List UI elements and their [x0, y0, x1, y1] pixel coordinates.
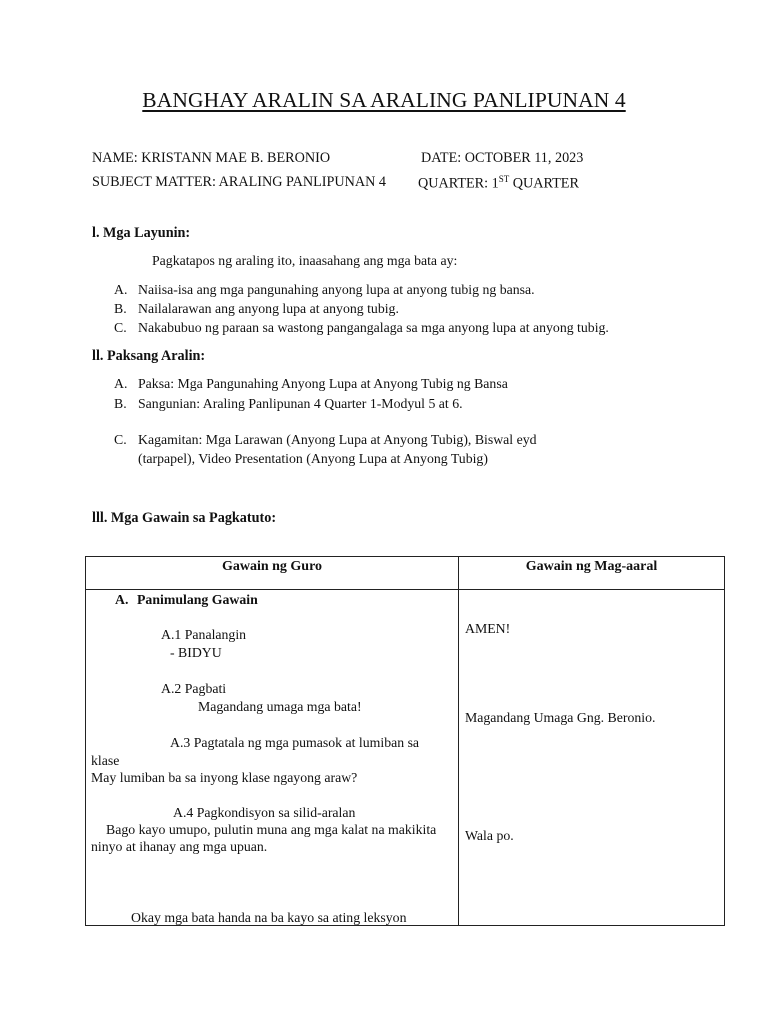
paksang-item-continuation: (tarpapel), Video Presentation (Anyong Lupa at Anyong Tubig) [138, 451, 488, 466]
layunin-item [114, 282, 535, 298]
column-header-magaaral: Gawain ng Mag-aaral [459, 557, 725, 590]
response-amen: AMEN! [465, 621, 511, 636]
section-layunin-heading: l. Mga Layunin: [92, 225, 191, 241]
quarter-field [418, 174, 579, 193]
step-pagtatala-cont: klase [91, 753, 120, 768]
item-letter: B. [114, 301, 127, 316]
item-letter: C. [114, 320, 127, 335]
paksang-item [114, 396, 463, 412]
response-pagbati: Magandang Umaga Gng. Beronio. [465, 710, 656, 725]
layunin-intro: Pagkatapos ng araling ito, inaasahang ang mga bata ay: [152, 253, 458, 268]
quarter-suffix: QUARTER [509, 175, 579, 192]
part-title: Panimulang Gawain [137, 592, 258, 607]
column-header-guro: Gawain ng Guro [86, 557, 459, 590]
step-pagkondisyon: A.4 Pagkondisyon sa silid-aralan [173, 805, 356, 820]
name-field: NAME: KRISTANN MAE B. BERONIO [92, 150, 331, 166]
item-text: Nakabubuo ng paraan sa wastong pangangalaga sa mga anyong lupa at anyong tubig. [138, 320, 609, 335]
item-letter: B. [114, 396, 127, 411]
subject-field: SUBJECT MATTER: ARALING PANLIPUNAN 4 [92, 174, 387, 190]
closing-line: Okay mga bata handa na ba kayo sa ating leksyon [131, 910, 407, 925]
step-pagkondisyon-line2: ninyo at ihanay ang mga upuan. [91, 839, 268, 854]
part-letter: A. [115, 592, 129, 607]
response-wala: Wala po. [465, 828, 514, 843]
table-header-row [86, 557, 725, 590]
magaaral-cell [459, 590, 725, 926]
part-heading [115, 592, 258, 608]
quarter-prefix: QUARTER: 1 [418, 175, 499, 192]
paksang-item [114, 376, 508, 392]
activities-table [85, 556, 725, 926]
document-title: BANGHAY ARALIN SA ARALING PANLIPUNAN 4 [142, 88, 626, 112]
item-text: Paksa: Mga Pangunahing Anyong Lupa at Anyong Tubig ng Bansa [138, 376, 508, 391]
paksang-item [114, 432, 537, 448]
item-letter: A. [114, 376, 128, 391]
step-pagbati: A.2 Pagbati [161, 681, 227, 696]
step-pagtatala-question: May lumiban ba sa inyong klase ngayong araw? [91, 770, 358, 785]
table-row [86, 590, 725, 926]
item-text: Kagamitan: Mga Larawan (Anyong Lupa at Anyong Tubig), Biswal eyd [138, 432, 537, 447]
item-text: Naiisa-isa ang mga pangunahing anyong lupa at anyong tubig ng bansa. [138, 282, 535, 297]
item-letter: A. [114, 282, 128, 297]
layunin-item [114, 301, 399, 317]
step-pagbati-line: Magandang umaga mga bata! [198, 699, 362, 714]
item-text: Nailalarawan ang anyong lupa at anyong tubig. [138, 301, 399, 316]
quarter-superscript: ST [498, 174, 510, 184]
item-letter: C. [114, 432, 127, 447]
date-field: DATE: OCTOBER 11, 2023 [421, 150, 584, 166]
section-paksang-heading: ll. Paksang Aralin: [92, 348, 206, 364]
item-text: Sangunian: Araling Panlipunan 4 Quarter 1-Modyul 5 at 6. [138, 396, 463, 411]
step-pagtatala: A.3 Pagtatala ng mga pumasok at lumiban sa [170, 735, 420, 750]
guro-cell [86, 590, 459, 926]
step-pagkondisyon-line1: Bago kayo umupo, pulutin muna ang mga kalat na makikita [106, 822, 437, 837]
section-gawain-heading: lll. Mga Gawain sa Pagkatuto: [92, 510, 277, 526]
layunin-item [114, 320, 609, 336]
step-panalangin: A.1 Panalangin [161, 627, 247, 642]
step-panalangin-sub: - BIDYU [170, 645, 222, 660]
